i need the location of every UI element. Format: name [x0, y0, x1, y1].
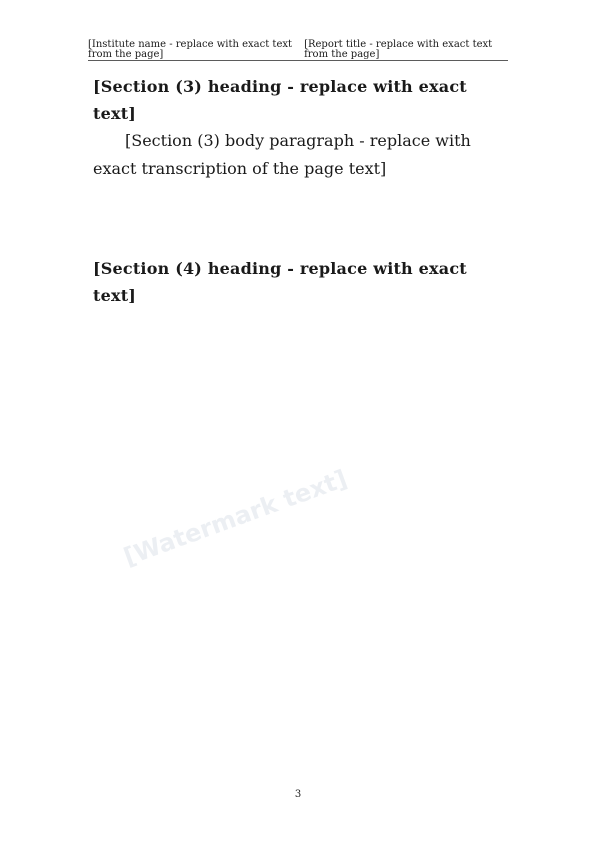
section-heading-4: [Section (4) heading - replace with exact text] — [93, 259, 467, 306]
header-right-text: [Report title - replace with exact text from the page] — [304, 39, 493, 60]
section-gap — [93, 183, 509, 255]
header-divider — [88, 60, 508, 61]
header-left-text: [Institute name - replace with exact text from the page] — [88, 39, 293, 60]
section-body-3: [Section (3) body paragraph - replace with exact transcription of the page text] — [93, 131, 471, 179]
page-number: 3 — [294, 789, 302, 800]
watermark-text: [Watermark text] — [120, 464, 351, 572]
section-heading-3: [Section (3) heading - replace with exact text] — [93, 77, 467, 123]
page-content — [93, 73, 509, 309]
page-header — [88, 39, 508, 60]
